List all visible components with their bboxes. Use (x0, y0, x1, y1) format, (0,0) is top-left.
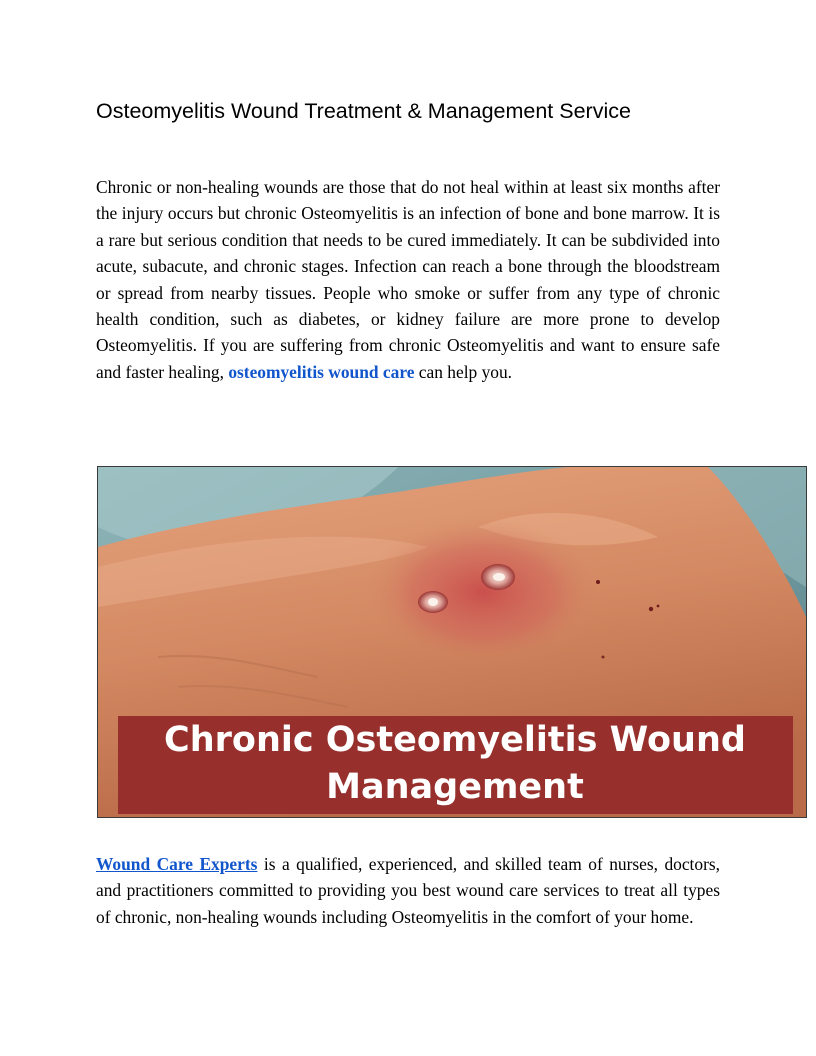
experts-paragraph-text: is a qualified, experienced, and skilled team of nurses, doctors, and practitioners committed to providing you best wound care services to treat all types of chronic, non-healing wounds including Osteomyelitis in the comfort of your home. (96, 854, 720, 927)
page-title: Osteomyelitis Wound Treatment & Management Service (96, 99, 631, 123)
wound-photo (97, 466, 807, 818)
intro-paragraph (96, 174, 720, 385)
wound-care-experts-link[interactable]: Wound Care Experts (96, 854, 258, 874)
banner-line-1: Chronic Osteomyelitis Wound (164, 720, 746, 760)
intro-paragraph-text: Chronic or non-healing wounds are those that do not heal within at least six months after the injury occurs but chronic Osteomyelitis is an infection of bone and bone marrow. It is a rare but serious condition that needs to be cured immediately. It can be subdivided into acute, subacute, and chronic stages. Infection can reach a bone through the bloodstream or spread from nearby tissues. People who smoke or suffer from any type of chronic health condition, such as diabetes, or kidney failure are more prone to develop Osteomyelitis. If you are suffering from chronic Osteomyelitis and want to ensure safe and faster healing, (96, 177, 720, 382)
banner-line-2: Management (326, 767, 584, 807)
intro-paragraph-ending: can help you. (414, 361, 513, 382)
osteomyelitis-wound-care-link[interactable]: osteomyelitis wound care (228, 361, 415, 382)
wound-photo-illustration (98, 467, 806, 817)
experts-paragraph (96, 851, 720, 930)
